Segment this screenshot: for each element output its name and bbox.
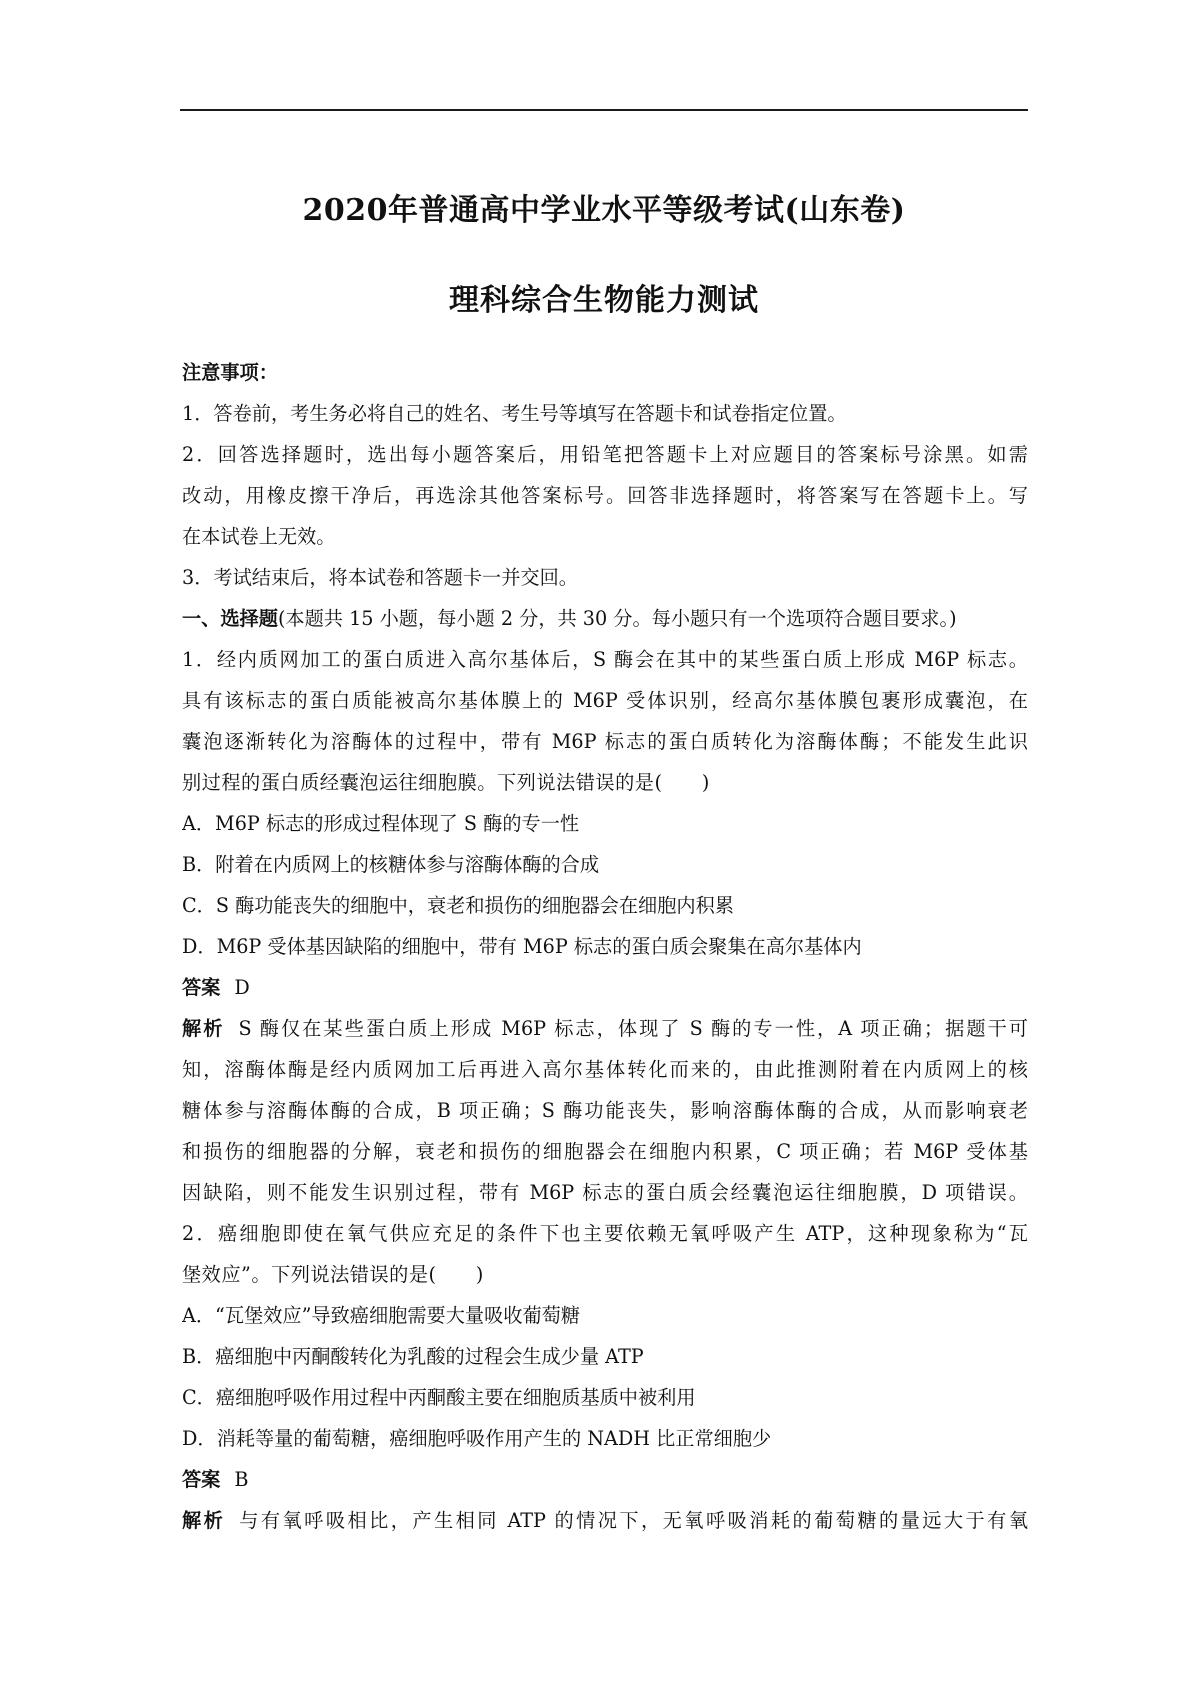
notice-item-3: 3．考试结束后，将本试卷和答题卡一并交回。 — [182, 566, 578, 589]
q2-option-d: D．消耗等量的葡萄糖，癌细胞呼吸作用产生的 NADH 比正常细胞少 — [182, 1427, 772, 1450]
notice-item-2-line-2: 改动，用橡皮擦干净后，再选涂其他答案标号。回答非选择题时，将答案写在答题卡上。写 — [182, 484, 1028, 507]
q2-analysis-text-1: 与有氧呼吸相比，产生相同 ATP 的情况下，无氧呼吸消耗的葡萄糖的量远大于有氧 — [239, 1509, 1028, 1532]
q1-analysis-line-2: 知，溶酶体酶是经内质网加工后再进入高尔基体转化而来的，由此推测附着在内质网上的核 — [182, 1058, 1028, 1081]
q2-option-c: C．癌细胞呼吸作用过程中丙酮酸主要在细胞质基质中被利用 — [182, 1386, 696, 1409]
q2-analysis-line-1 — [182, 1500, 1028, 1541]
notice-item-2-line-3: 在本试卷上无效。 — [182, 525, 336, 548]
q1-answer-label: 答案 — [182, 976, 221, 999]
section-title: 一、选择题 — [182, 607, 278, 630]
q1-option-b: B．附着在内质网上的核糖体参与溶酶体酶的合成 — [182, 853, 600, 876]
q1-analysis-line-5: 因缺陷，则不能发生识别过程，带有 M6P 标志的蛋白质会经囊泡运往细胞膜，D 项错误。 — [182, 1181, 1028, 1204]
section-description: (本题共 15 小题，每小题 2 分，共 30 分。每小题只有一个选项符合题目要求。) — [277, 607, 957, 630]
section-heading — [182, 598, 1028, 639]
q1-answer — [182, 967, 1028, 1008]
q2-stem-line-1: 2．癌细胞即使在氧气供应充足的条件下也主要依赖无氧呼吸产生 ATP，这种现象称为“瓦 — [182, 1222, 1028, 1245]
q2-answer — [182, 1459, 1028, 1500]
q1-stem-line-2: 具有该标志的蛋白质能被高尔基体膜上的 M6P 受体识别，经高尔基体膜包裹形成囊泡，在 — [182, 689, 1028, 712]
q2-answer-label: 答案 — [182, 1468, 221, 1491]
page-subtitle: 理科综合生物能力测试 — [449, 283, 759, 318]
q1-stem-line-4: 别过程的蛋白质经囊泡运往细胞膜。下列说法错误的是( ) — [182, 771, 710, 794]
header-rule — [180, 109, 1028, 111]
q1-option-d: D．M6P 受体基因缺陷的细胞中，带有 M6P 标志的蛋白质会聚集在高尔基体内 — [182, 935, 862, 958]
page-title: 2020年普通高中学业水平等级考试(山东卷) — [302, 193, 906, 228]
q1-answer-value: D — [234, 976, 250, 999]
q1-stem-line-1: 1．经内质网加工的蛋白质进入高尔基体后，S 酶会在其中的某些蛋白质上形成 M6P 标志。 — [182, 648, 1028, 671]
q1-option-c: C．S 酶功能丧失的细胞中，衰老和损伤的细胞器会在细胞内积累 — [182, 894, 734, 917]
q2-answer-value: B — [234, 1468, 249, 1491]
q1-analysis-line-4: 和损伤的细胞器的分解，衰老和损伤的细胞器会在细胞内积累，C 项正确；若 M6P 受体基 — [182, 1140, 1028, 1163]
q1-analysis-label: 解析 — [182, 1017, 225, 1040]
notice-heading: 注意事项： — [182, 361, 278, 384]
q1-analysis-text-1: S 酶仅在某些蛋白质上形成 M6P 标志，体现了 S 酶的专一性，A 项正确；据题干可 — [238, 1017, 1028, 1040]
q1-stem-line-3: 囊泡逐渐转化为溶酶体的过程中，带有 M6P 标志的蛋白质转化为溶酶体酶；不能发生此识 — [182, 730, 1028, 753]
q1-analysis-line-1 — [182, 1008, 1028, 1049]
notice-item-2-line-1: 2．回答选择题时，选出每小题答案后，用铅笔把答题卡上对应题目的答案标号涂黑。如需 — [182, 443, 1028, 466]
notice-item-1: 1．答卷前，考生务必将自己的姓名、考生号等填写在答题卡和试卷指定位置。 — [182, 402, 847, 425]
q1-option-a: A．M6P 标志的形成过程体现了 S 酶的专一性 — [182, 812, 580, 835]
exam-body — [182, 352, 1028, 1541]
q2-option-a: A．“瓦堡效应”导致癌细胞需要大量吸收葡萄糖 — [182, 1304, 581, 1327]
q1-analysis-line-3: 糖体参与溶酶体酶的合成，B 项正确；S 酶功能丧失，影响溶酶体酶的合成，从而影响衰老 — [182, 1099, 1028, 1122]
q2-option-b: B．癌细胞中丙酮酸转化为乳酸的过程会生成少量 ATP — [182, 1345, 644, 1368]
q2-stem-line-2: 堡效应”。下列说法错误的是( ) — [182, 1263, 484, 1286]
q2-analysis-label: 解析 — [182, 1509, 226, 1532]
